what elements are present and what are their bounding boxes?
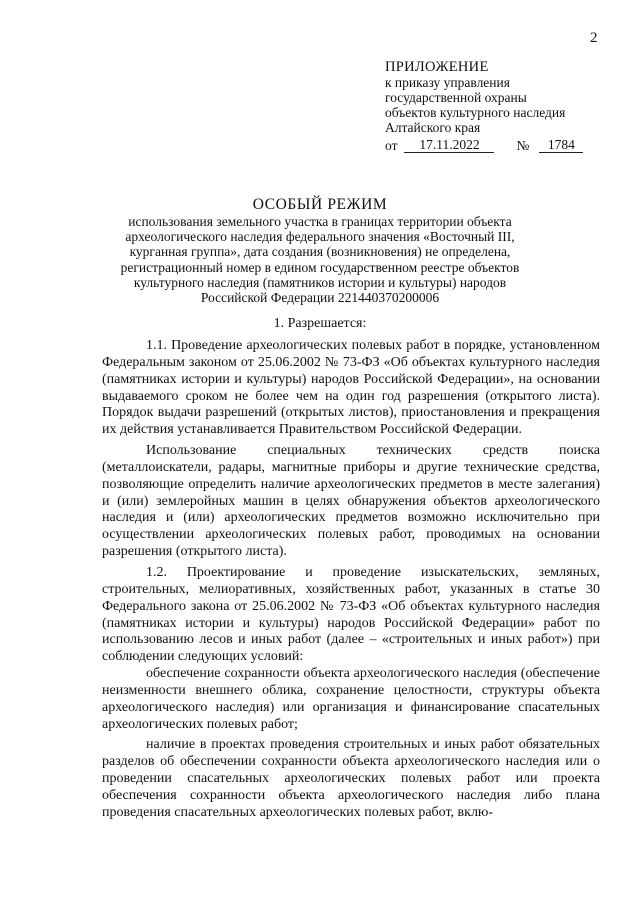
appendix-line: государственной охраны <box>385 90 527 105</box>
order-from-label: от <box>385 138 398 153</box>
order-number-label: № <box>516 138 530 153</box>
paragraph: обеспечение сохранности объекта археологического наследия (обеспечение неизменности внешнего облика, сохранение целостности, структуры объекта археологического наследия) или организация и финансирование спасательных археологических полевых работ; <box>102 666 600 732</box>
appendix-line: Алтайского края <box>385 120 481 135</box>
appendix-title: ПРИЛОЖЕНИЕ <box>385 59 489 75</box>
document-title: ОСОБЫЙ РЕЖИМ <box>252 196 388 213</box>
paragraph: наличие в проектах проведения строительных и иных работ обязательных разделов об обеспечении сохранности объекта археологического наследия или о проведении спасательных археологических полевых работ или проекта обеспечения сохранности объекта археологического наследия либо плана проведения спасательных археологических полевых работ, вклю- <box>102 737 600 820</box>
paragraph: Использование специальных технических средств поиска (металлоискатели, радары, магнитные приборы и другие технические средства, позволяющие определить наличие археологических предметов в месте залегания) и (или) землеройных машин в целях обнаружения объектов археологического наследия и (или) археологических предметов возможно исключительно при осуществлении археологических полевых работ, проводимых на основании разрешения (открытого листа). <box>102 443 600 560</box>
paragraph: 1.2. Проектирование и проведение изыскательских, земляных, строительных, мелиоративных, хозяйственных работ, указанных в статье 30 Федерального закона от 25.06.2002 № 73-ФЗ «Об объектах культурного наследия (памятниках истории и культуры) народов Российской Федерации» работ по использованию лесов и иных работ (далее – «строительных и иных работ») при соблюдении следующих условий: <box>102 564 600 665</box>
appendix-block <box>385 60 583 153</box>
appendix-line: к приказу управления <box>385 75 510 90</box>
order-number: 1784 <box>539 137 583 153</box>
order-date: 17.11.2022 <box>404 137 494 153</box>
section-heading: 1. Разрешается: <box>273 316 367 331</box>
body-text <box>102 338 600 826</box>
document-subtitle: использования земельного участка в границах территории объекта археологического наследия федерального значения «Восточный III, курганная группа», дата создания (возникновения) не определена, регистрационный номер в едином государственном реестре объектов культурного наследия (памятников истории и культуры) народов Российской Федерации 221440370200006 <box>120 214 520 306</box>
order-reference <box>385 137 583 153</box>
appendix-line: объектов культурного наследия <box>385 105 566 120</box>
page-number: 2 <box>590 30 598 46</box>
paragraph: 1.1. Проведение археологических полевых работ в порядке, установленном Федеральным законом от 25.06.2002 № 73-ФЗ «Об объектах культурного наследия (памятниках истории и культуры) народов Российской Федерации», на основании выдаваемого сроком не более чем на один год разрешения (открытого листа). Порядок выдачи разрешений (открытых листов), приостановления и прекращения их действия устанавливается Правительством Российской Федерации. <box>102 338 600 438</box>
